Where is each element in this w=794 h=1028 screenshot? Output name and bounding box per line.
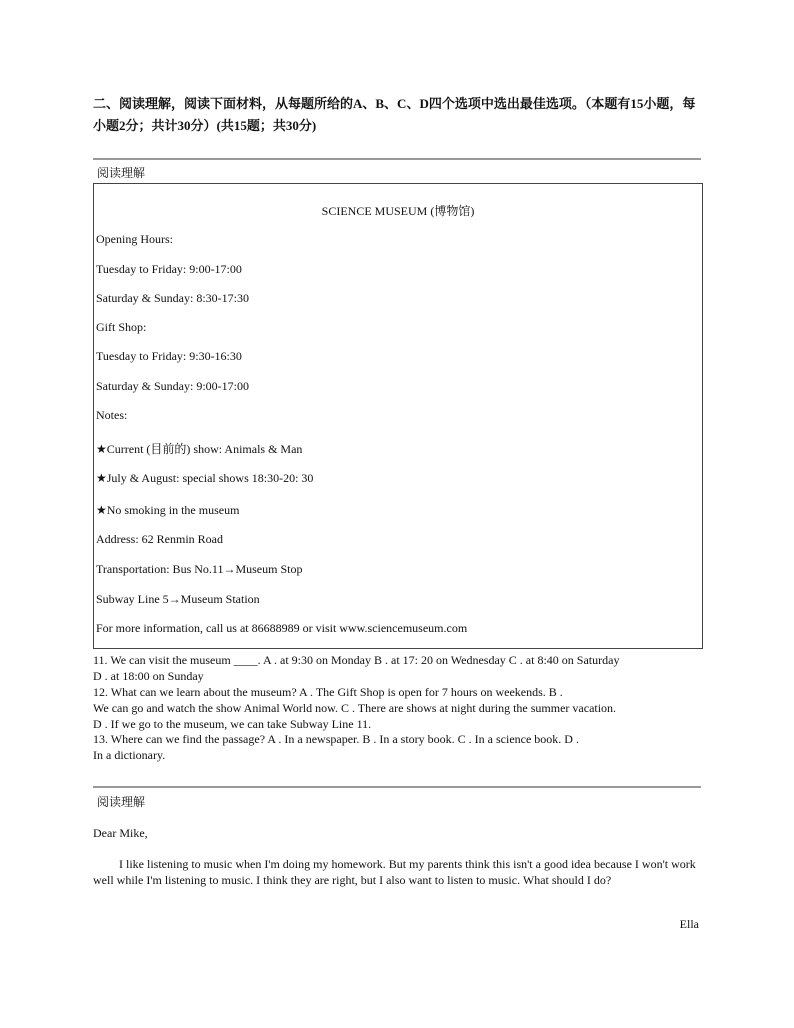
question-13 bbox=[93, 731, 705, 763]
notice-gift-shop: Gift Shop: bbox=[96, 320, 147, 334]
question-11-line-2: D . at 18:00 on Sunday bbox=[93, 669, 204, 683]
reading-label-2: 阅读理解 bbox=[97, 795, 146, 809]
question-13-line-2: In a dictionary. bbox=[93, 748, 166, 762]
letter-salutation: Dear Mike, bbox=[93, 826, 148, 840]
question-13-line-1: 13. Where can we find the passage? A . In a newspaper. B . In a story book. C . In a science book. D . bbox=[93, 732, 579, 746]
question-11-line-1: 11. We can visit the museum ____. A . at 9:30 on Monday B . at 17: 20 on Wednesday C . at 8:40 on Saturday bbox=[93, 653, 620, 667]
notice-gift-weekday: Tuesday to Friday: 9:30-16:30 bbox=[96, 349, 242, 363]
notice-title: SCIENCE MUSEUM (博物馆) bbox=[321, 204, 475, 218]
notice-no-smoking: ★No smoking in the museum bbox=[96, 503, 240, 517]
notice-contact: For more information, call us at 86688989 or visit www.sciencemuseum.com bbox=[96, 621, 468, 635]
letter-body: I like listening to music when I'm doing my homework. But my parents think this isn't a good idea because I won't work well while I'm listening to music. I think they are right, but I also want to listen to music. What should I do? bbox=[93, 857, 696, 887]
reading-label-1: 阅读理解 bbox=[97, 166, 146, 180]
question-11 bbox=[93, 652, 705, 684]
divider-top bbox=[93, 158, 701, 160]
question-12 bbox=[93, 684, 705, 732]
question-12-line-2: We can go and watch the show Animal World now. C . There are shows at night during the summer vacation. bbox=[93, 701, 617, 715]
notice-address: Address: 62 Renmin Road bbox=[96, 532, 223, 546]
letter-signature: Ella bbox=[679, 917, 699, 931]
notice-weekday-hours: Tuesday to Friday: 9:00-17:00 bbox=[96, 262, 242, 276]
notice-gift-weekend: Saturday & Sunday: 9:00-17:00 bbox=[96, 379, 249, 393]
question-12-line-3: D . If we go to the museum, we can take Subway Line 11. bbox=[93, 717, 372, 731]
notice-weekend-hours: Saturday & Sunday: 8:30-17:30 bbox=[96, 291, 249, 305]
notice-special-shows: ★July & August: special shows 18:30-20: 30 bbox=[96, 471, 314, 485]
divider-bottom bbox=[93, 786, 701, 788]
notice-opening-hours: Opening Hours: bbox=[96, 232, 173, 246]
question-12-line-1: 12. What can we learn about the museum? A . The Gift Shop is open for 7 hours on weekends. B . bbox=[93, 685, 563, 699]
notice-notes: Notes: bbox=[96, 408, 128, 422]
notice-bus: Transportation: Bus No.11→Museum Stop bbox=[96, 562, 303, 576]
section-heading: 二、阅读理解，阅读下面材料，从每题所给的A、B、C、D四个选项中选出最佳选项。（本题有15小题，每小题2分；共计30分）(共15题；共30分) bbox=[93, 96, 696, 133]
notice-current-show: ★Current (目前的) show: Animals & Man bbox=[96, 442, 303, 456]
museum-notice-box bbox=[93, 183, 703, 649]
notice-subway: Subway Line 5→Museum Station bbox=[96, 592, 260, 606]
